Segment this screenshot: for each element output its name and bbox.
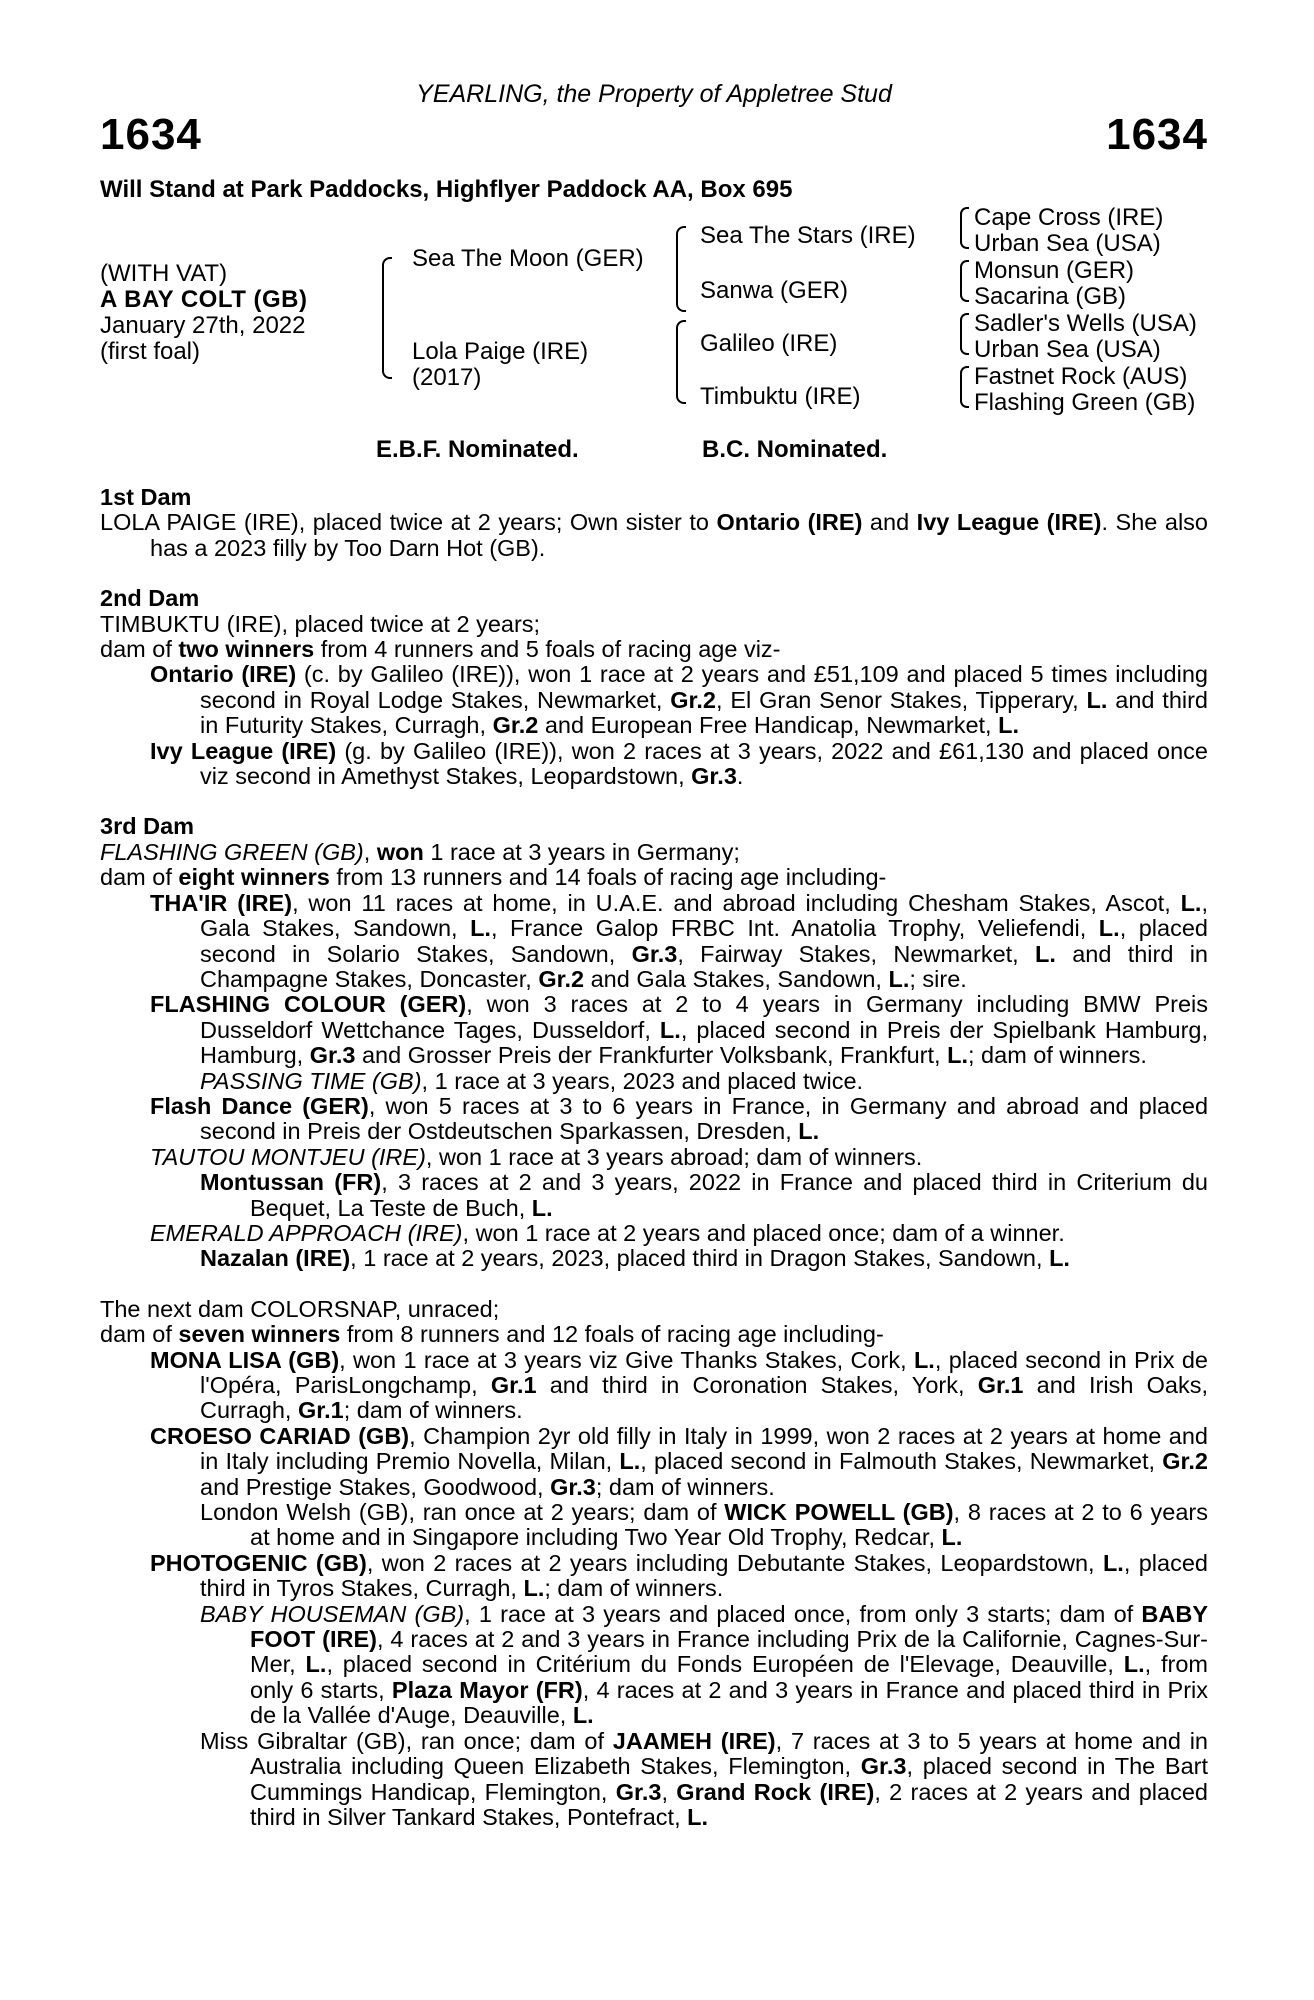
entry-croeso-cariad: CROESO CARIAD (GB), Champion 2yr old filly in Italy in 1999, won 2 races at 2 years at home and in Italy including Premio Novella, Milan, L., placed second in Falmouth Stakes, Newmarket, Gr.2 and Prestige Stakes, Goodwood, Gr.3; dam of winners. (150, 1422, 1208, 1500)
pedigree-brace-ss (960, 207, 969, 249)
next-dam-line2: dam of seven winners from 8 runners and 12 foals of racing age including- (100, 1321, 884, 1348)
entry-tautou-montjeu: TAUTOU MONTJEU (IRE), won 1 race at 3 years abroad; dam of winners. (150, 1143, 923, 1170)
entry-nazalan: Nazalan (IRE), 1 race at 2 years, 2023, placed third in Dragon Stakes, Sandown, L. (200, 1245, 1070, 1272)
entry-baby-houseman: BABY HOUSEMAN (GB), 1 race at 3 years and placed once, from only 3 starts; dam of BABY FOOT (IRE), 4 races at 2 and 3 years in France including Prix de la Californie, Cagnes-Sur-Mer, L., placed second in Critérium du Fonds Européen de l'Elevage, Deauville, L., from only 6 starts, Plaza Mayor (FR), 4 races at 2 and 3 years in France and placed third in Prix de la Vallée d'Auge, Deauville, L. (200, 1600, 1208, 1729)
first-dam-text: LOLA PAIGE (IRE), placed twice at 2 years; Own sister to Ontario (IRE) and Ivy League (IRE). She also has a 2023 filly by Too Darn Hot (GB). (100, 509, 1208, 561)
first-dam-heading: 1st Dam (100, 484, 192, 510)
dam-history (100, 485, 1208, 1830)
dd-sire: Fastnet Rock (AUS) (974, 363, 1188, 390)
entry-miss-gibraltar: Miss Gibraltar (GB), ran once; dam of JAAMEH (IRE), 7 races at 3 to 5 years at home and in Australia including Queen Elizabeth Stakes, Flemington, Gr.3, placed second in The Bart Cummings Handicap, Flemington, Gr.3, Grand Rock (IRE), 2 races at 2 years and placed third in Silver Tankard Stakes, Pontefract, L. (200, 1727, 1208, 1830)
ss-dam: Urban Sea (USA) (974, 230, 1161, 257)
pedigree-brace-main (382, 257, 392, 379)
lot-number-right: 1634 (1106, 110, 1208, 159)
entry-montussan: Montussan (FR), 3 races at 2 and 3 years, 2022 in France and placed third in Criterium du Bequet, La Teste de Buch, L. (200, 1169, 1208, 1221)
stand-location: Will Stand at Park Paddocks, Highflyer Paddock AA, Box 695 (100, 176, 793, 203)
third-dam-heading: 3rd Dam (100, 813, 195, 840)
ss-sire: Cape Cross (IRE) (974, 204, 1164, 231)
dam-dam: Timbuktu (IRE) (700, 383, 861, 410)
foal-note: (first foal) (100, 338, 201, 365)
dd-dam: Flashing Green (GB) (974, 389, 1196, 416)
third-dam-line2: dam of eight winners from 13 runners and 14 foals of racing age including- (100, 864, 887, 891)
sd-sire: Monsun (GER) (974, 257, 1135, 284)
entry-emerald-approach: EMERALD APPROACH (IRE), won 1 race at 2 years and placed once; dam of a winner. (150, 1219, 1065, 1246)
ds-dam: Urban Sea (USA) (974, 336, 1161, 363)
entry-passing-time: PASSING TIME (GB), 1 race at 3 years, 2023 and placed twice. (200, 1067, 864, 1094)
dam: Lola Paige (IRE) (412, 338, 589, 365)
pedigree-brace-dam (676, 320, 686, 404)
entry-flash-dance: Flash Dance (GER), won 5 races at 3 to 6 years in France, in Germany and abroad and placed second in Preis der Ostdeutschen Sparkassen, Dresden, L. (150, 1092, 1209, 1145)
second-dam-heading: 2nd Dam (100, 585, 200, 612)
dam-sire: Galileo (IRE) (700, 330, 838, 357)
horse-dob: January 27th, 2022 (100, 312, 306, 339)
entry-ivy-league: Ivy League (IRE) (g. by Galileo (IRE)), won 2 races at 3 years, 2022 and £61,130 and placed once viz second in Amethyst Stakes, Leopardstown, Gr.3. (150, 737, 1208, 790)
next-dam-line1: The next dam COLORSNAP, unraced; (100, 1295, 500, 1322)
pedigree-brace-dd (960, 366, 969, 408)
ebf-nominated: E.B.F. Nominated. (376, 436, 579, 463)
pedigree-brace-ds (960, 313, 969, 355)
lot-number-left: 1634 (100, 110, 202, 159)
entry-thair: THA'IR (IRE), won 11 races at home, in U.A.E. and abroad including Chesham Stakes, Ascot, L., Gala Stakes, Sandown, L., France Galop FRBC Int. Anatolia Trophy, Veliefendi, L., placed second in Solario Stakes, Sandown, Gr.3, Fairway Stakes, Newmarket, L. and third in Champagne Stakes, Doncaster, Gr.2 and Gala Stakes, Sandown, L.; sire. (150, 889, 1208, 992)
sire: Sea The Moon (GER) (412, 245, 644, 272)
vat-note: (WITH VAT) (100, 260, 228, 287)
third-dam-line1: FLASHING GREEN (GB), won 1 race at 3 years in Germany; (100, 838, 740, 865)
bc-nominated: B.C. Nominated. (702, 436, 888, 463)
entry-mona-lisa: MONA LISA (GB), won 1 race at 3 years viz Give Thanks Stakes, Cork, L., placed second in Prix de l'Opéra, ParisLongchamp, Gr.1 and third in Coronation Stakes, York, Gr.1 and Irish Oaks, Curragh, Gr.1; dam of winners. (150, 1346, 1208, 1424)
dam-year: (2017) (412, 364, 482, 391)
second-dam-line1: TIMBUKTU (IRE), placed twice at 2 years; (100, 610, 541, 637)
entry-ontario: Ontario (IRE) (c. by Galileo (IRE)), won 1 race at 2 years and £51,109 and placed 5 times including second in Royal Lodge Stakes, Newmarket, Gr.2, El Gran Senor Stakes, Tipperary, L. and third in Futurity Stakes, Curragh, Gr.2 and European Free Handicap, Newmarket, L. (150, 661, 1209, 739)
entry-flashing-colour: FLASHING COLOUR (GER), won 3 races at 2 to 4 years in Germany including BMW Preis Dusseldorf Wettchance Tages, Dusseldorf, L., placed second in Preis der Spielbank Hamburg, Hamburg, Gr.3 and Grosser Preis der Frankfurter Volksbank, Frankfurt, L.; dam of winners. (150, 991, 1209, 1069)
entry-london-welsh: London Welsh (GB), ran once at 2 years; dam of WICK POWELL (GB), 8 races at 2 to 6 years at home and in Singapore including Two Year Old Trophy, Redcar, L. (200, 1499, 1208, 1551)
ds-sire: Sadler's Wells (USA) (974, 310, 1197, 337)
sire-sire: Sea The Stars (IRE) (700, 222, 916, 249)
pedigree-brace-sire (676, 226, 686, 312)
pedigree-brace-sd (960, 260, 969, 302)
page-header: YEARLING, the Property of Appletree Stud (416, 80, 892, 108)
entry-photogenic: PHOTOGENIC (GB), won 2 races at 2 years including Debutante Stakes, Leopardstown, L., placed third in Tyros Stakes, Curragh, L.; dam of winners. (150, 1549, 1208, 1602)
second-dam-line2: dam of two winners from 4 runners and 5 foals of racing age viz- (100, 636, 781, 663)
horse-name: A BAY COLT (GB) (100, 286, 308, 313)
sire-dam: Sanwa (GER) (700, 277, 849, 304)
sd-dam: Sacarina (GB) (974, 283, 1127, 310)
